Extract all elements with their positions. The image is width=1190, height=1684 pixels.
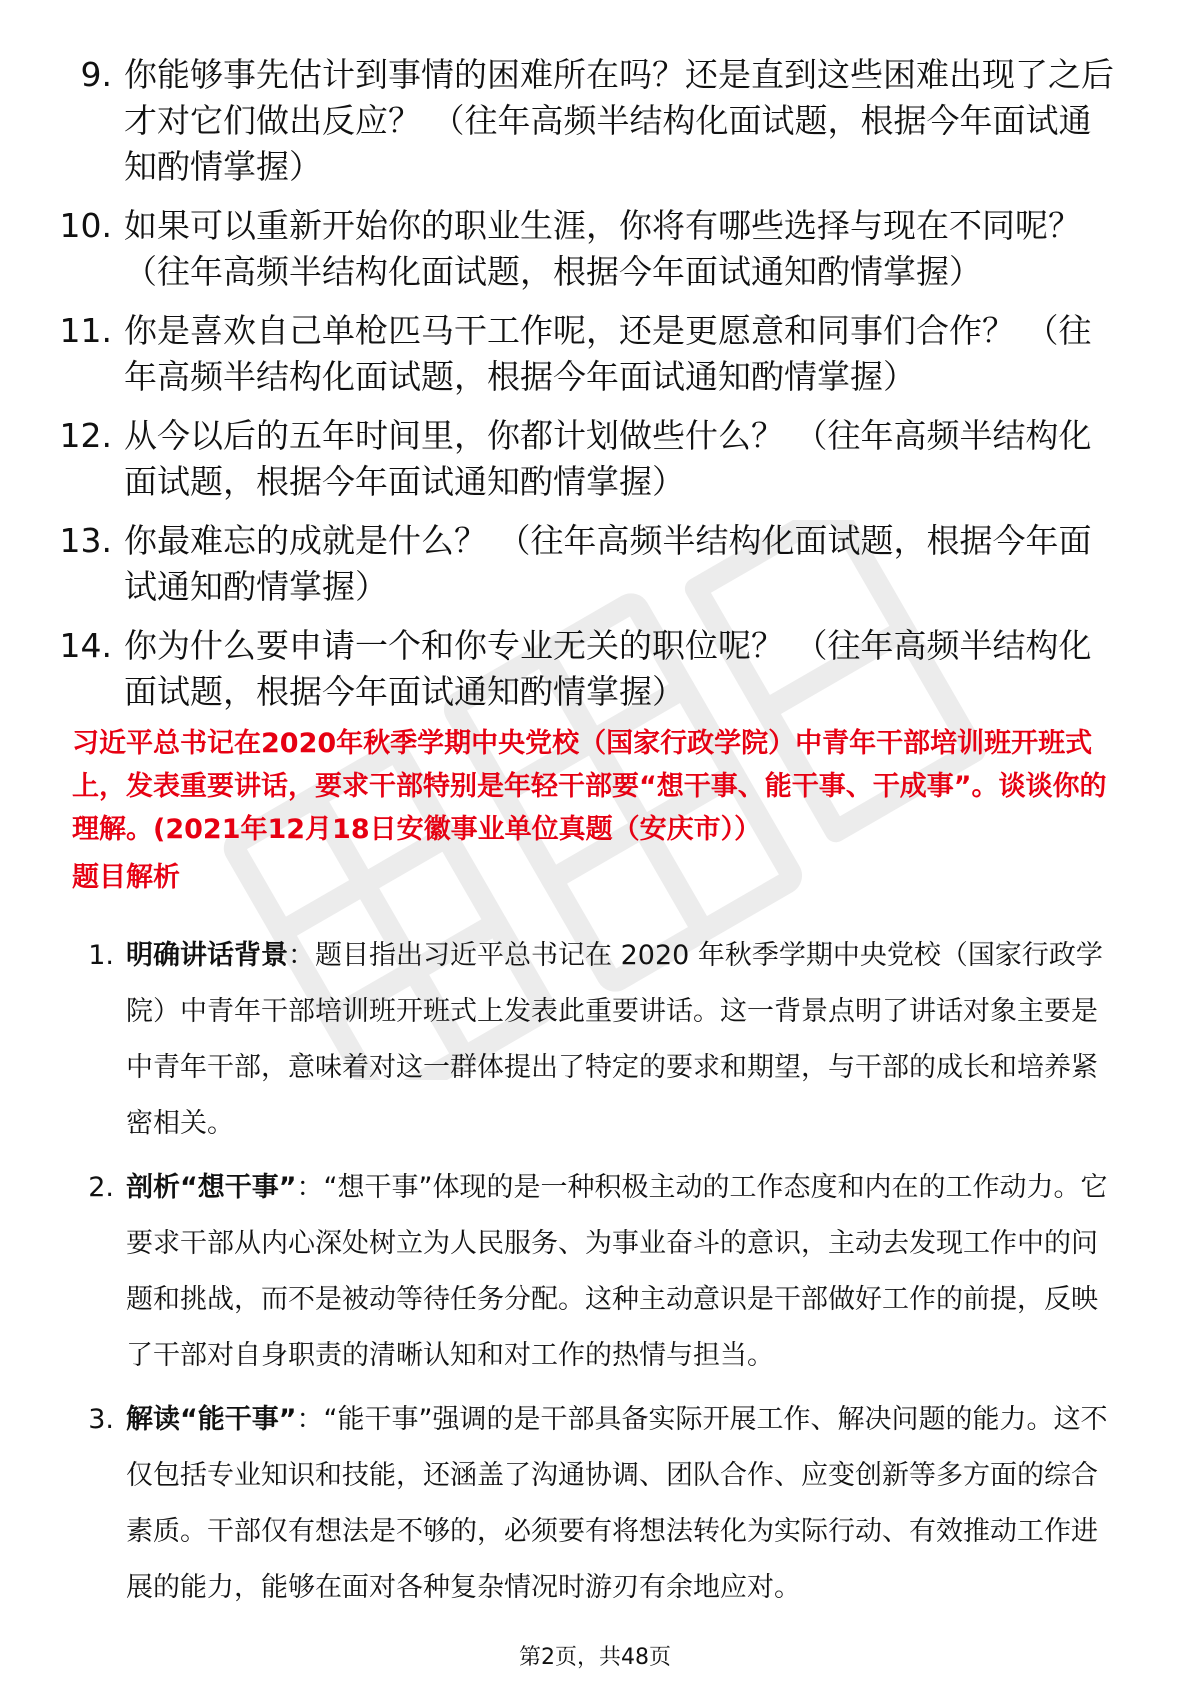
analysis-body (126, 1160, 1122, 1384)
analysis-item (72, 1160, 1122, 1384)
analysis-text: “想干事”体现的是一种积极主动的工作态度和内在的工作动力。它要求干部从内心深处树立为人民服务、为事业奋斗的意识，主动去发现工作中的问题和挑战，而不是被动等待任务分配。这种主动意识是干部做好工作的前提，反映了干部对自身职责的清晰认知和对工作的热情与担当。 (126, 1172, 1108, 1371)
page-footer: 第2页，共48页 (519, 1645, 671, 1670)
question-item (48, 518, 1118, 610)
analysis-item (72, 928, 1122, 1152)
question-text: 你能够事先估计到事情的困难所在吗？还是直到这些困难出现了之后才对它们做出反应？ （往年高频半结构化面试题，根据今年面试通知酌情掌握） (124, 55, 1114, 186)
question-list (48, 52, 1118, 728)
exam-question-headline: 习近平总书记在2020年秋季学期中央党校（国家行政学院）中青年干部培训班开班式上，发表重要讲话，要求干部特别是年轻干部要“想干事、能干事、干成事”。谈谈你的理解。(2021年12月18日安徽事业单位真题（安庆市）） (72, 728, 1107, 845)
question-item (48, 623, 1118, 715)
question-text: 你最难忘的成就是什么？ （往年高频半结构化面试题，根据今年面试通知酌情掌握） (124, 521, 1092, 606)
question-number: 12. (59, 416, 112, 455)
question-text: 如果可以重新开始你的职业生涯，你将有哪些选择与现在不同呢？ （往年高频半结构化面试题，根据今年面试通知酌情掌握） (124, 206, 1081, 291)
analysis-separator: ： (296, 1172, 324, 1203)
question-text: 你是喜欢自己单枪匹马干工作呢，还是更愿意和同事们合作？ （往年高频半结构化面试题，根据今年面试通知酌情掌握） (124, 311, 1092, 396)
analysis-body (126, 928, 1122, 1152)
question-number: 11. (59, 311, 112, 350)
analysis-body (126, 1392, 1122, 1616)
analysis-text: “能干事”强调的是干部具备实际开展工作、解决问题的能力。这不仅包括专业知识和技能，还涵盖了沟通协调、团队合作、应变创新等多方面的综合素质。干部仅有想法是不够的，必须要有将想法转化为实际行动、有效推动工作进展的能力，能够在面对各种复杂情况时游刃有余地应对。 (126, 1404, 1108, 1603)
question-number: 14. (59, 626, 112, 665)
analysis-number: 2. (88, 1172, 114, 1203)
section-title: 题目解析 (72, 862, 180, 893)
analysis-lead: 解读“能干事” (126, 1404, 297, 1435)
analysis-lead: 剖析“想干事” (126, 1172, 297, 1203)
analysis-separator: ： (288, 940, 315, 971)
question-text: 从今以后的五年时间里，你都计划做些什么？ （往年高频半结构化面试题，根据今年面试通知酌情掌握） (124, 416, 1092, 501)
analysis-list (72, 928, 1122, 1624)
analysis-item (72, 1392, 1122, 1616)
analysis-lead: 明确讲话背景 (126, 940, 288, 971)
analysis-text: 题目指出习近平总书记在 2020 年秋季学期中央党校（国家行政学院）中青年干部培训班开班式上发表此重要讲话。这一背景点明了讲话对象主要是中青年干部，意味着对这一群体提出了特定的要求和期望，与干部的成长和培养紧密相关。 (126, 940, 1103, 1139)
question-number: 9. (80, 55, 112, 94)
analysis-number: 1. (88, 940, 114, 971)
question-item (48, 52, 1118, 190)
analysis-separator: ： (296, 1404, 324, 1435)
question-item (48, 308, 1118, 400)
question-text: 你为什么要申请一个和你专业无关的职位呢？ （往年高频半结构化面试题，根据今年面试通知酌情掌握） (124, 626, 1092, 711)
question-number: 10. (59, 206, 112, 245)
question-number: 13. (59, 521, 112, 560)
question-item (48, 203, 1118, 295)
question-item (48, 413, 1118, 505)
analysis-number: 3. (88, 1404, 114, 1435)
